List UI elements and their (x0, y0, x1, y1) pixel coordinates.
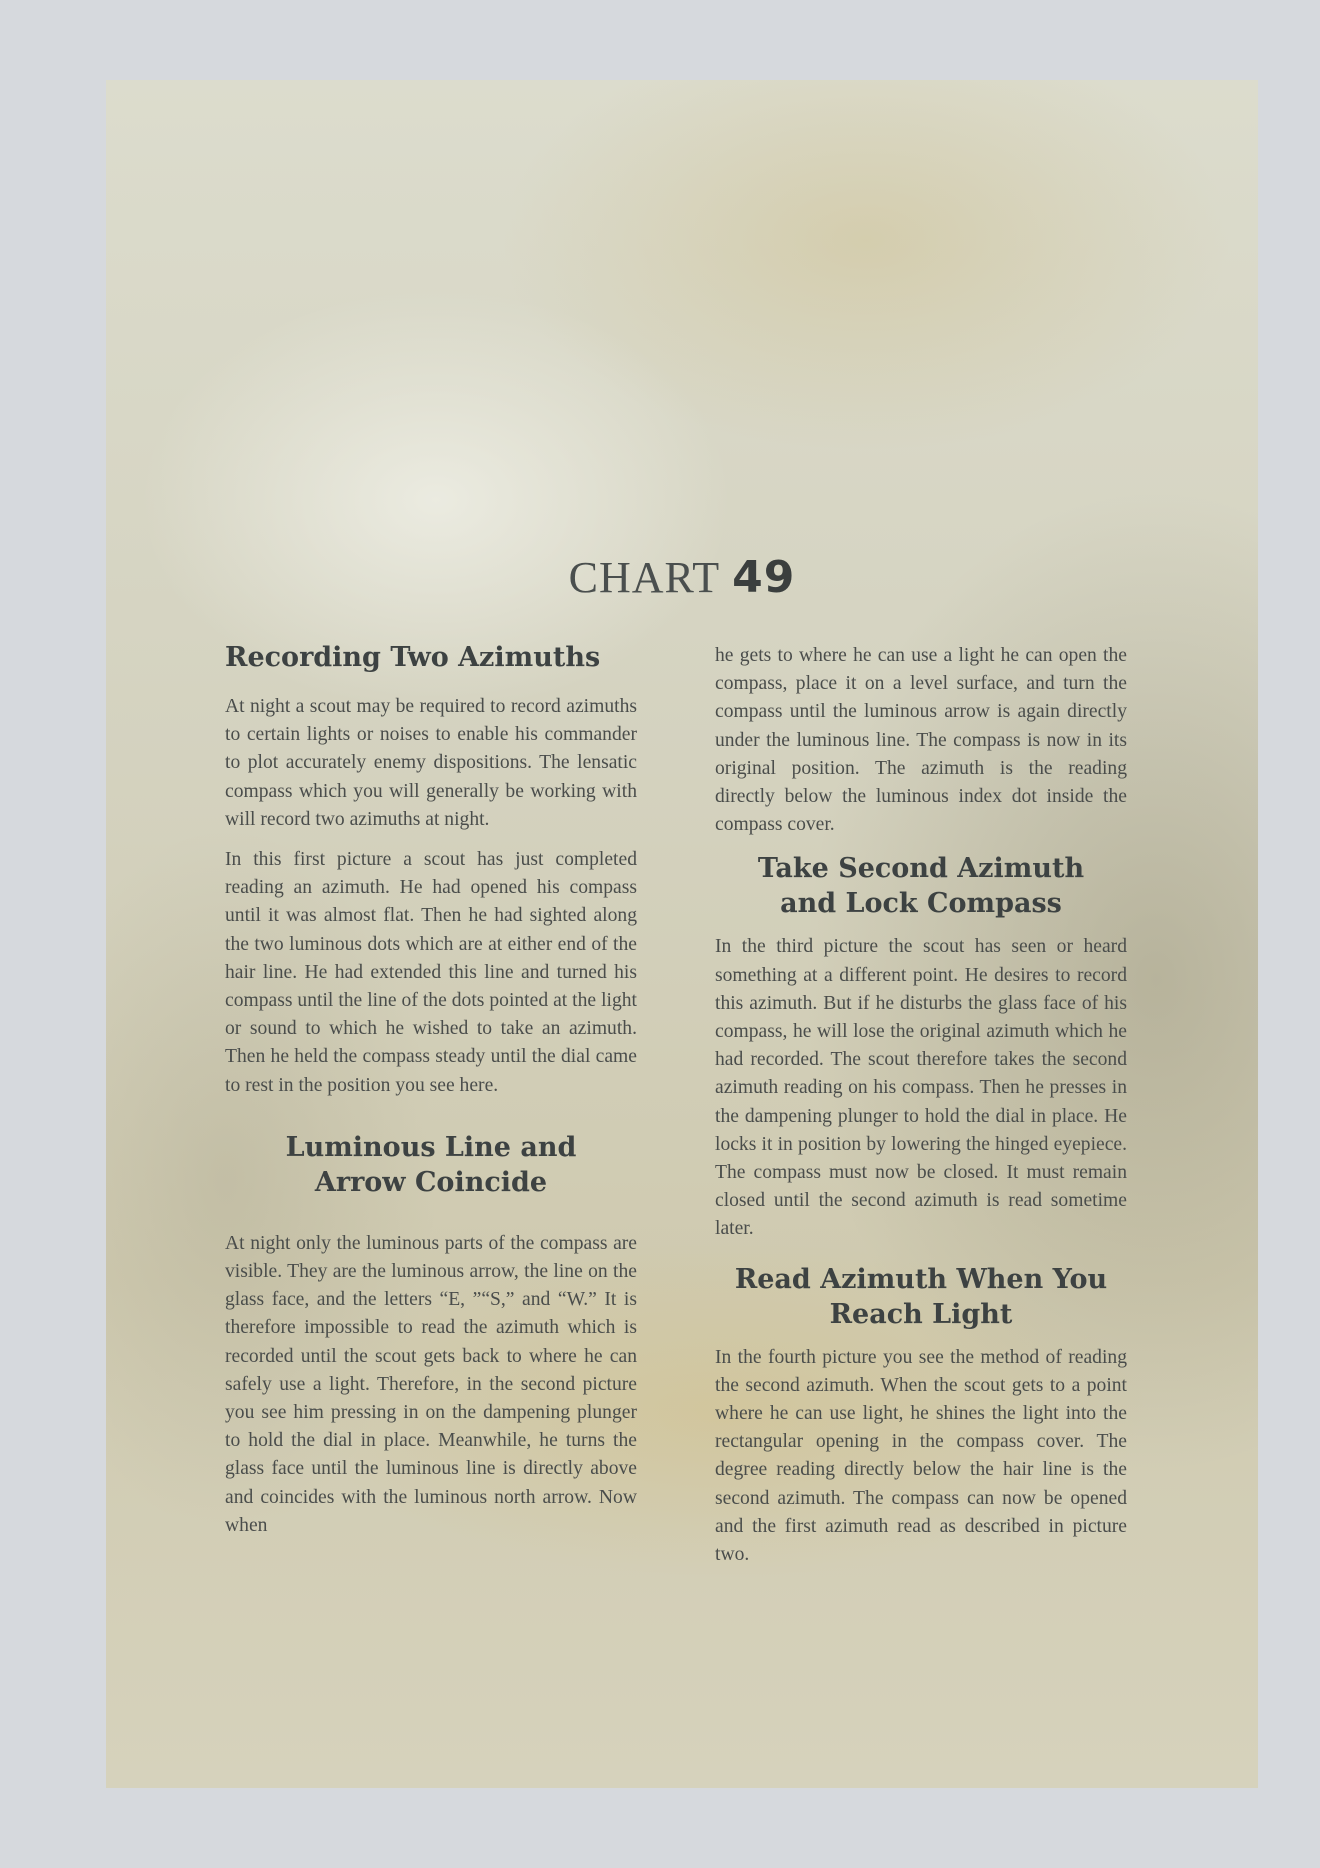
paragraph-fourth-picture: In the fourth picture you see the method of reading the second azimuth. When the scout gets to a point where he can use light, he shines the light into the rectangular opening in the compass cover. The degree reading directly below the hair line is the second azimuth. The compass can now be opened and the first azimuth read as described in picture two. (715, 1346, 1127, 1566)
page-title (106, 552, 1258, 603)
heading-read-azimuth (715, 1262, 1127, 1332)
paragraph-third-picture: In the third picture the scout has seen or heard something at a different point. He desires to record this azimuth. But if he disturbs the glass face of his compass, he will lose the original azimuth which he had recorded. The scout therefore takes the second azimuth reading on his compass. Then he presses in the dampening plunger to hold the dial in place. He locks it in position by lowering the hinged eyepiece. The compass must now be closed. It must remain closed until the second azimuth is read sometime later. (715, 936, 1127, 1240)
heading-recording-two-azimuths: Recording Two Azimuths (225, 642, 601, 673)
paragraph-first-picture: In this first picture a scout has just completed reading an azimuth. He had opened his compass until it was almost flat. Then he had sighted along the two luminous dots which are at either end of the hair line. He had extended this line and turned his compass until the line of the dots pointed at the light or sound to which he wished to take an azimuth. Then he held the compass steady until the dial came to rest in the position you see here. (225, 849, 637, 1096)
heading-line-2: Arrow Coincide (314, 1166, 548, 1198)
scanned-page (106, 80, 1258, 1788)
title-word: CHART (568, 553, 721, 602)
heading-line-1: Take Second Azimuth (757, 853, 1085, 885)
heading-line-1: Read Azimuth When You (734, 1263, 1108, 1295)
paragraph-continuation: he gets to where he can use a light he can open the compass, place it on a level surface, and turn the compass until the luminous arrow is again directly under the luminous line. The compass is now in its original position. The azimuth is the reading directly below the luminous index dot inside the compass cover. (715, 645, 1127, 836)
chart-number: 49 (732, 552, 796, 603)
left-column (225, 640, 637, 1540)
paragraph-intro: At night a scout may be required to record azimuths to certain lights or noises to enable his commander to plot accurately enemy dispositions. The lensatic compass which you will generally be working with will record two azimuths at night. (225, 696, 637, 830)
heading-line-2: and Lock Compass (780, 888, 1062, 920)
paragraph-second-picture: At night only the luminous parts of the compass are visible. They are the luminous arrow, the line on the glass face, and the letters “E, ”“S,” and “W.” It is therefore impossible to read the azimuth which is recorded until the scout gets back to where he can safely use a light. Therefore, in the second picture you see him pressing in on the dampening plunger to hold the dial in place. Meanwhile, he turns the glass face until the luminous line is directly above and coincides with the luminous north arrow. Now when (225, 1232, 637, 1536)
heading-luminous-line (225, 1130, 637, 1200)
right-column (715, 642, 1127, 1569)
heading-take-second-azimuth (715, 851, 1127, 921)
heading-line-2: Reach Light (829, 1298, 1013, 1330)
heading-line-1: Luminous Line and (285, 1131, 577, 1163)
